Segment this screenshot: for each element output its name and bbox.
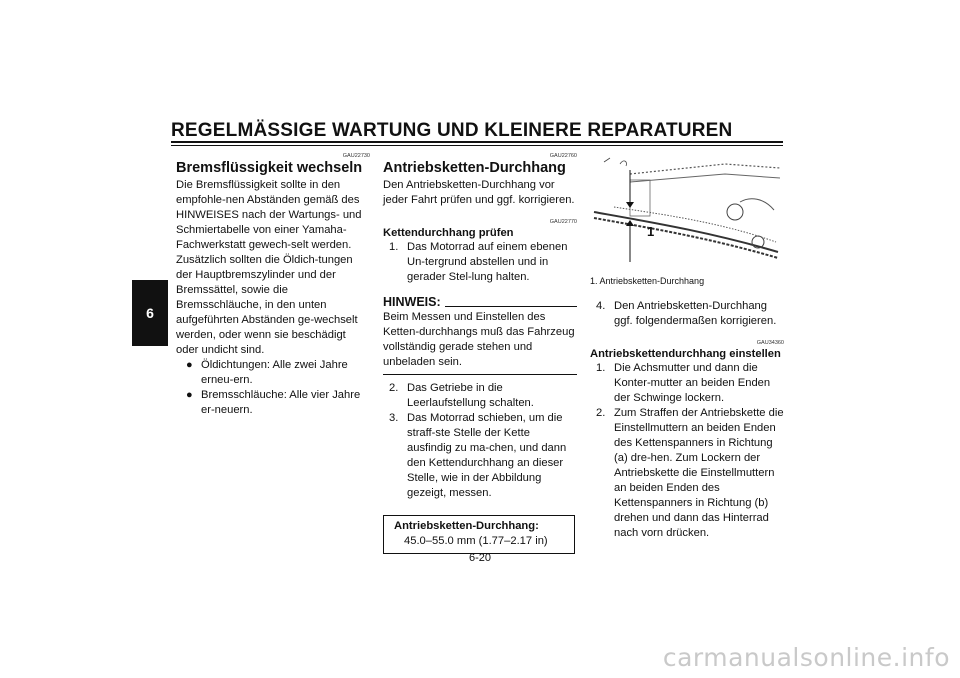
bullet-item [176, 358, 370, 388]
subheading-check-slack: Kettendurchhang prüfen [383, 227, 514, 239]
step-item [590, 361, 784, 406]
subheading-adjust-slack: Antriebskettendurchhang einstellen [590, 348, 781, 360]
step-item [590, 406, 784, 541]
bullet-item [176, 388, 370, 418]
chain-illustration-icon [590, 152, 784, 272]
step-text: Zum Straffen der Antriebskette die Einstellmuttern an beiden Enden des Kettenspanners in Richtung (a) dre-hen. Zum Lockern der Antriebskette die Einstellmuttern an beiden Enden des Kettenspanners in Richtung (b) drehen und dann das Hinterrad nach vorn drücken. [614, 407, 784, 539]
bullet-text: Öldichtungen: Alle zwei Jahre erneu-ern. [201, 359, 348, 386]
step-number: 1. [389, 241, 399, 253]
section-code: GAU22770 [549, 219, 577, 225]
chapter-tab: 6 [132, 280, 168, 346]
step-item [590, 299, 784, 329]
spec-box [383, 515, 575, 554]
step-text: Das Getriebe in die Leerlaufstellung schalten. [407, 382, 534, 409]
section-code: GAU34360 [756, 340, 784, 346]
step-number: 2. [389, 382, 399, 394]
spec-value: 45.0–55.0 mm (1.77–2.17 in) [404, 535, 548, 547]
header-rule [171, 141, 783, 143]
figure-label-1: 1 [647, 224, 655, 239]
column-chain-slack [383, 152, 577, 554]
step-number: 2. [596, 407, 606, 419]
section-code: GAU22730 [342, 153, 370, 159]
column-chain-adjust [590, 152, 784, 541]
note-heading-line [445, 306, 577, 307]
section-heading-brake-fluid: Bremsflüssigkeit wechseln [176, 160, 363, 176]
step-text: Das Motorrad schieben, um die straff-ste Stelle der Kette ausfindig zu ma-chen, und dann den Kettendurchhang an dieser Stelle, wie in der Abbildung gezeigt, messen. [407, 412, 567, 499]
header-rule-thin [171, 145, 783, 146]
step-number: 3. [389, 412, 399, 424]
note-label: HINWEIS: [383, 295, 441, 309]
step-number: 4. [596, 300, 606, 312]
step-item [383, 240, 577, 285]
step-text: Die Achsmutter und dann die Konter-mutter an beiden Enden der Schwinge lockern. [614, 362, 771, 404]
step-number: 1. [596, 362, 606, 374]
note-heading [383, 295, 577, 310]
section-heading-chain-slack: Antriebsketten-Durchhang [383, 160, 566, 176]
column-brake-fluid [176, 152, 370, 418]
bullet-dot-icon: ● [186, 359, 193, 371]
note-rule [383, 374, 577, 375]
watermark: carmanualsonline.info [662, 643, 950, 672]
bullet-dot-icon: ● [186, 389, 193, 401]
step-item [383, 381, 577, 411]
note-text: Beim Messen und Einstellen des Ketten-durchhangs muß das Fahrzeug vollständig gerade stehen und unbeladen sein. [383, 311, 575, 368]
spec-title: Antriebsketten-Durchhang: [394, 520, 539, 532]
page-number: 6-20 [468, 552, 492, 564]
section-code: GAU22760 [549, 153, 577, 159]
chain-slack-intro: Den Antriebsketten-Durchhang vor jeder Fahrt prüfen und ggf. korrigieren. [383, 179, 575, 206]
chain-slack-figure [590, 152, 784, 272]
brake-fluid-paragraph: Die Bremsflüssigkeit sollte in den empfohle-nen Abständen gemäß des HINWEISES nach der Wartungs- und Schmiertabelle von einer Yamaha-Fachwerkstatt gewech-selt werden. Zusätzlich sollten die Öldich-tungen der Hauptbremszylinder und der Bremssättel, sowie die Bremsschläuche, in den unten aufgeführten Abständen ge-wechselt werden, oder wenn sie beschädigt oder undicht sind. [176, 179, 362, 356]
page-header-title: REGELMÄSSIGE WARTUNG UND KLEINERE REPARATUREN [171, 120, 733, 141]
figure-caption: 1. Antriebsketten-Durchhang [590, 276, 705, 286]
bullet-text: Bremsschläuche: Alle vier Jahre er-neuern. [201, 389, 361, 416]
step-text: Den Antriebsketten-Durchhang ggf. folgendermaßen korrigieren. [614, 300, 777, 327]
step-text: Das Motorrad auf einem ebenen Un-tergrund abstellen und in gerader Stel-lung halten. [407, 241, 568, 283]
step-item [383, 411, 577, 501]
